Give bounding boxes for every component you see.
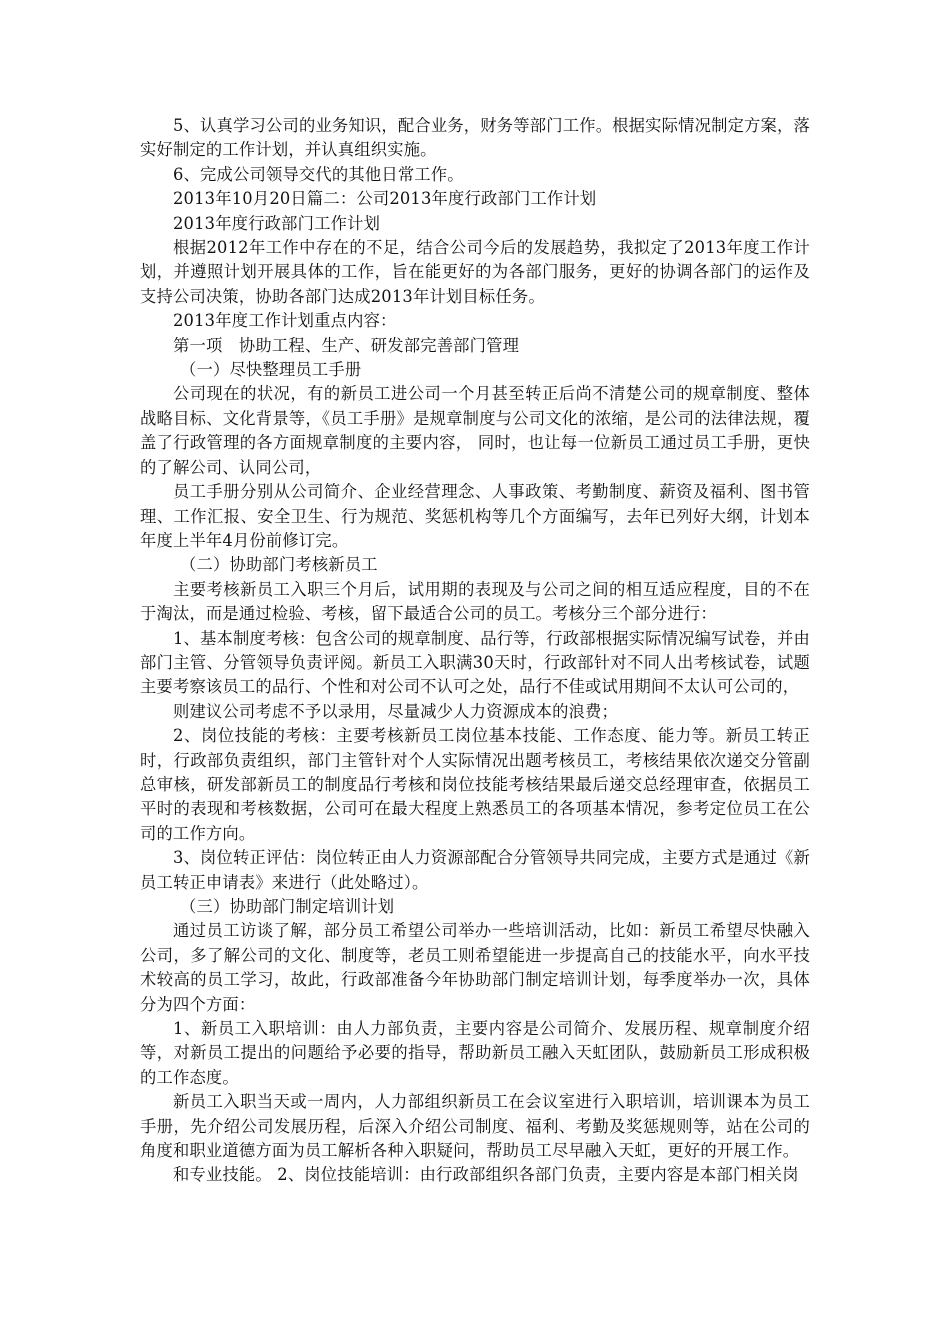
paragraph-intro: 根据2012年工作中存在的不足，结合公司今后的发展趋势，我拟定了2013年度工作计划，并遵照计划开展具体的工作，旨在能更好的为各部门服务，更好的协调各部门的运作及支持公司决策，协助各部门达成2013年计划目标任务。 bbox=[140, 238, 810, 306]
paragraph-handbook-content: 员工手册分别从公司简介、企业经营理念、人事政策、考勤制度、薪资及福利、图书管理、工作汇报、安全卫生、行为规范、奖惩机构等几个方面编写，去年已列好大纲，计划本年度上半年4月份前修订完。 bbox=[140, 482, 810, 550]
paragraph-assessment-skills: 2、岗位技能的考核：主要考核新员工岗位基本技能、工作态度、能力等。新员工转正时，行政部负责组织，部门主管针对个人实际情况出题考核员工，考核结果依次递交分管副总审核，研发部新员工的制度品行考核和岗位技能考核结果最后递交总经理审查，依据员工平时的表现和考核数据，公司可在最大程度上熟悉员工的各项基本情况，参考定位员工在公司的工作方向。 bbox=[140, 726, 810, 843]
paragraph-key-content: 2013年度工作计划重点内容： bbox=[173, 311, 397, 331]
paragraph-assessment-intro: 主要考核新员工入职三个月后，试用期的表现及与公司之间的相互适应程度，目的不在于淘汰，而是通过检验、考核，留下最适合公司的员工。考核分三个部分进行： bbox=[140, 579, 810, 624]
paragraph-assessment-regularization: 3、岗位转正评估：岗位转正由人力资源部配合分管领导共同完成，主要方式是通过《新员工转正申请表》来进行（此处略过）。 bbox=[140, 848, 810, 892]
paragraph-handbook-status: 公司现在的状况，有的新员工进公司一个月甚至转正后尚不清楚公司的规章制度、整体战略目标、文化背景等，《员工手册》是规章制度与公司文化的浓缩，是公司的法律法规，覆盖了行政管理的各方面规章制度的主要内容， 同时，也让每一位新员工通过员工手册，更快的了解公司、认同公司， bbox=[140, 384, 810, 477]
paragraph-training-onboarding: 1、新员工入职培训：由人力部负责，主要内容是公司简介、发展历程、规章制度介绍等，对新员工提出的问题给予必要的指导，帮助新员工融入天虹团队，鼓励新员工形成积极的工作态度。 bbox=[140, 1019, 810, 1087]
subsection-heading-assessment: （二）协助部门考核新员工 bbox=[180, 555, 378, 575]
paragraph-training-onboarding-detail: 新员工入职当天或一周内，人力部组织新员工在会议室进行入职培训，培训课本为员工手册，先介绍公司发展历程，后深入介绍公司制度、福利、考勤及奖惩规则等，站在公司的角度和职业道德方面为员工解析各种入职疑问，帮助员工尽早融入天虹，更好的开展工作。 bbox=[140, 1092, 810, 1161]
paragraph-plan-title: 2013年度行政部门工作计划 bbox=[173, 213, 381, 233]
paragraph-assessment-basic-cont: 则建议公司考虑不予以录用，尽量减少人力资源成本的浪费； bbox=[173, 701, 618, 721]
paragraph-training-skills: 和专业技能。 2、岗位技能培训：由行政部组织各部门负责，主要内容是本部门相关岗 bbox=[173, 1165, 799, 1185]
paragraph-training-intro: 通过员工访谈了解，部分员工希望公司举办一些培训活动，比如：新员工希望尽快融入公司，多了解公司的文化、制度等，老员工则希望能进一步提高自己的技能水平，向水平技术较高的员工学习，故此，行政部准备今年协助部门制定培训计划，每季度举办一次，具体分为四个方面： bbox=[140, 921, 810, 1014]
paragraph-item-5: 5、认真学习公司的业务知识，配合业务，财务等部门工作。根据实际情况制定方案，落实好制定的工作计划，并认真组织实施。 bbox=[140, 116, 810, 160]
subsection-heading-training: （三）协助部门制定培训计划 bbox=[180, 897, 395, 916]
paragraph-date-title: 2013年10月20日篇二：公司2013年度行政部门工作计划 bbox=[173, 189, 597, 209]
document-page bbox=[140, 114, 810, 1188]
paragraph-assessment-basic: 1、基本制度考核：包含公司的规章制度、品行等，行政部根据实际情况编写试卷，并由部门主管、分管领导负责评阅。新员工入职满30天时，行政部针对不同人出考核试卷，试题主要考察该员工的品行、个性和对公司不认可之处，品行不佳或试用期间不太认可公司的， bbox=[140, 628, 810, 697]
paragraph-item-6: 6、完成公司领导交代的其他日常工作。 bbox=[173, 164, 464, 184]
subsection-heading-handbook: （一）尽快整理员工手册 bbox=[180, 360, 362, 380]
section-heading-first-item: 第一项 协助工程、生产、研发部完善部门管理 bbox=[173, 335, 520, 355]
